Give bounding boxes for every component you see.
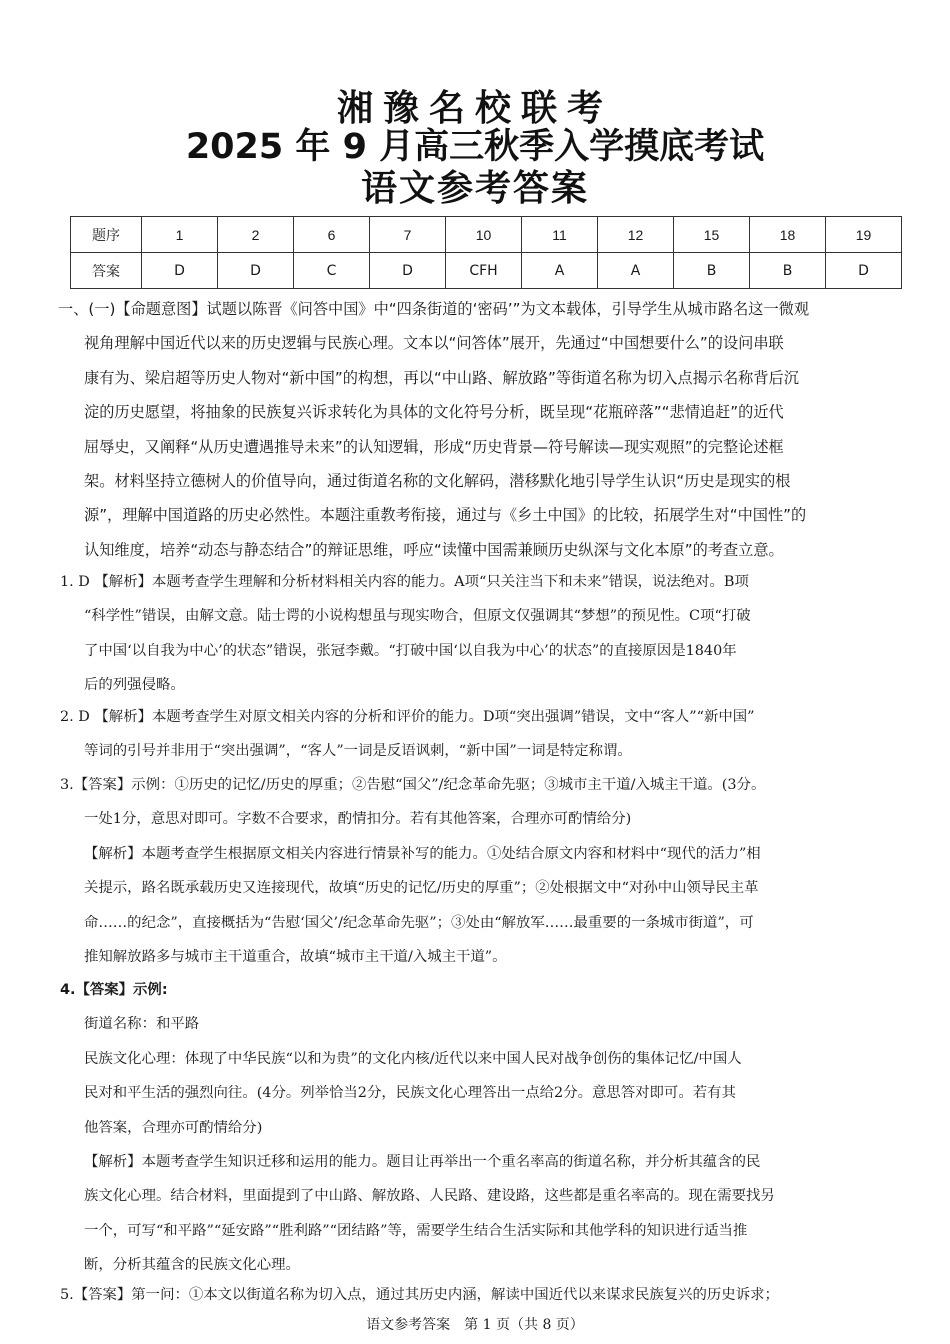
question-number-cell: 7 <box>370 217 446 253</box>
answer-cell: B <box>750 253 826 289</box>
answer-cell: D <box>370 253 446 289</box>
intro-line: 淀的历史愿望，将抽象的民族复兴诉求转化为具体的文化符号分析，既呈现“花瓶碎落”“悲情追赶”的近代 <box>84 403 784 422</box>
answer-cell: A <box>598 253 674 289</box>
q2-line: 等词的引号并非用于“突出强调”，“客人”一词是反语讽刺，“新中国”一词是特定称谓。 <box>84 743 632 760</box>
answer-cell: CFH <box>446 253 522 289</box>
q5-line: 5.【答案】第一问：①本文以街道名称为切入点，通过其历史内涵，解读中国近代以来谋求民族复兴的历史诉求； <box>60 1287 779 1303</box>
intro-line: 架。材料坚持立德树人的价值导向，通过街道名称的文化解码，潜移默化地引导学生认识“历史是现实的根 <box>84 471 791 490</box>
answer-q5 <box>60 1278 928 1312</box>
answer-cell: B <box>674 253 750 289</box>
q1-line: 后的列强侵略。 <box>84 677 185 694</box>
question-number-row <box>71 217 902 253</box>
q2-line: 2. D 【解析】本题考查学生对原文相关内容的分析和评价的能力。D项“突出强调”错误，文中“客人”“新中国” <box>60 709 755 725</box>
answer-cell: A <box>522 253 598 289</box>
q3-line: 命……的纪念”，直接概括为“告慰‘国父’/纪念革命先驱”；③处由“解放军……最重要的一条城市街道”，可 <box>84 914 754 931</box>
answer-cell: C <box>294 253 370 289</box>
intro-line: 康有为、梁启超等历史人物对“新中国”的构想，再以“中山路、解放路”等街道名称为切入点揭示名称背后沉 <box>84 368 799 387</box>
q1-line: 了中国‘以自我为中心’的状态”错误，张冠李戴。“打破中国‘以自我为中心’的状态”的直接原因是1840年 <box>84 642 737 659</box>
document-title: 语文参考答案 <box>360 168 589 209</box>
row-label-question-number: 题序 <box>71 217 142 253</box>
q1-line: “科学性”错误，由解文意。陆士谔的小说构想虽与现实吻合，但原文仅强调其“梦想”的预见性。C项“打破 <box>84 608 751 625</box>
q4-line: 一个，可写“和平路”“延安路”“胜利路”“团结路”等，需要学生结合生活实际和其他学科的知识进行适当推 <box>84 1222 748 1239</box>
q3-line: 一处1分，意思对即可。字数不合要求，酌情扣分。若有其他答案，合理亦可酌情给分) <box>84 811 632 828</box>
answer-q2 <box>60 700 928 769</box>
question-number-cell: 11 <box>522 217 598 253</box>
intro-line: 屈辱史，又阐释“从历史遭遇推导未来”的认知逻辑，形成“历史背景—符号解读—现实观照”的完整论述框 <box>84 437 784 456</box>
section-intro-paragraph <box>60 292 928 567</box>
question-number-cell: 10 <box>446 217 522 253</box>
answer-cell: D <box>218 253 294 289</box>
answer-table <box>70 216 902 289</box>
answer-q4 <box>60 973 928 1283</box>
question-number-cell: 18 <box>750 217 826 253</box>
answer-q1 <box>60 565 928 703</box>
intro-line: 源”，理解中国道路的历史必然性。本题注重教考衔接，通过与《乡土中国》的比较，拓展学生对“中国性”的 <box>84 506 807 525</box>
q3-line: 推知解放路多与城市主干道重合，故填“城市主干道/入城主干道”。 <box>84 948 507 965</box>
q3-line: 【解析】本题考查学生根据原文相关内容进行情景补写的能力。①处结合原文内容和材料中“现代的活力”相 <box>84 845 761 862</box>
question-number-cell: 15 <box>674 217 750 253</box>
page-footer: 语文参考答案 第 1 页（共 8 页） <box>366 1317 584 1333</box>
q1-line: 1. D 【解析】本题考查学生理解和分析材料相关内容的能力。A项“只关注当下和未来”错误，说法绝对。B项 <box>60 574 749 590</box>
q4-line: 街道名称：和平路 <box>84 1016 200 1033</box>
q4-line: 民对和平生活的强烈向往。(4分。列举恰当2分，民族文化心理答出一点给2分。意思答对即可。若有其 <box>84 1085 736 1102</box>
question-number-cell: 6 <box>294 217 370 253</box>
question-number-cell: 2 <box>218 217 294 253</box>
q3-line: 3.【答案】示例：①历史的记忆/历史的厚重；②告慰“国父”/纪念革命先驱；③城市主干道/入城主干道。(3分。 <box>60 777 766 793</box>
exam-org-title: 湘豫名校联考 <box>336 88 613 129</box>
q4-line: 民族文化心理：体现了中华民族“以和为贵”的文化内核/近代以来中国人民对战争创伤的集体记忆/中国人 <box>84 1050 742 1067</box>
q4-line: 族文化心理。结合材料，里面提到了中山路、解放路、人民路、建设路，这些都是重名率高的。现在需要找另 <box>84 1188 775 1205</box>
exam-name-title: 2025 年 9 月高三秋季入学摸底考试 <box>185 127 765 167</box>
answer-cell: D <box>142 253 218 289</box>
answer-q3 <box>60 768 928 974</box>
question-number-cell: 12 <box>598 217 674 253</box>
q3-line: 关提示，路名既承载历史又连接现代，故填“历史的记忆/历史的厚重”；②处根据文中“对孙中山领导民主革 <box>84 880 759 897</box>
answer-row <box>71 253 902 289</box>
q4-line: 他答案，合理亦可酌情给分) <box>84 1119 263 1136</box>
answer-cell: D <box>826 253 902 289</box>
row-label-answer: 答案 <box>71 253 142 289</box>
q4-line: 【解析】本题考查学生知识迁移和运用的能力。题目让再举出一个重名率高的街道名称，并分析其蕴含的民 <box>84 1153 761 1170</box>
q4-line: 4.【答案】示例: <box>60 982 168 998</box>
q4-line: 断，分析其蕴含的民族文化心理。 <box>84 1257 300 1274</box>
intro-line: 认知维度，培养“动态与静态结合”的辩证思维，呼应“读懂中国需兼顾历史纵深与文化本原”的考查立意。 <box>84 540 784 559</box>
question-number-cell: 19 <box>826 217 902 253</box>
intro-line: 一、(一)【命题意图】试题以陈晋《问答中国》中“四条街道的‘密码’”为文本载体，引导学生从城市路名这一微观 <box>58 300 810 318</box>
intro-line: 视角理解中国近代以来的历史逻辑与民族心理。文本以“问答体”展开，先通过“中国想要什么”的设问串联 <box>84 334 784 353</box>
question-number-cell: 1 <box>142 217 218 253</box>
